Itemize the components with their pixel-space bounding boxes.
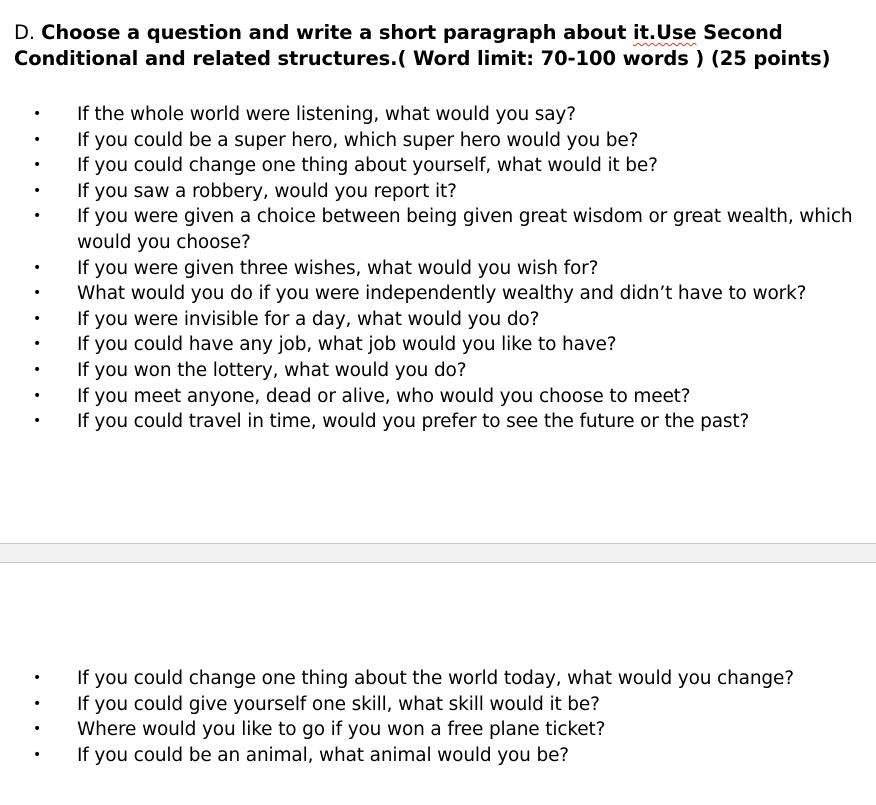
question-text: If you could change one thing about yourself, what would it be? [77, 155, 658, 177]
question-text: If you won the lottery, what would you do? [77, 359, 467, 381]
question-item [0, 717, 876, 743]
question-text: If you could have any job, what job would you like to have? [77, 334, 617, 356]
question-text: If you meet anyone, dead or alive, who would you choose to meet? [77, 385, 691, 407]
question-item [0, 384, 876, 410]
bullet-icon: • [33, 336, 42, 353]
question-list-bottom [0, 666, 876, 768]
bullet-icon: • [33, 361, 42, 378]
heading-instruction-part2: Second Conditional and related structures.( Word limit: 70-100 words ) (25 points) [14, 21, 831, 70]
bullet-icon: • [33, 285, 42, 302]
bullet-icon: • [33, 259, 42, 276]
question-item [0, 307, 876, 333]
bullet-icon: • [33, 310, 42, 327]
question-item [0, 743, 876, 769]
bullet-icon: • [33, 106, 42, 122]
question-text: If you could give yourself one skill, what skill would it be? [77, 693, 600, 715]
question-item [0, 179, 876, 205]
bullet-icon: • [33, 413, 42, 430]
bullet-icon: • [33, 695, 42, 712]
question-item [0, 256, 876, 282]
bullet-icon: • [33, 157, 42, 174]
question-text: What would you do if you were independently wealthy and didn’t have to work? [77, 283, 807, 305]
bullet-icon: • [33, 131, 42, 148]
question-item [0, 153, 876, 179]
question-list-top [0, 102, 876, 435]
question-text: If you could travel in time, would you prefer to see the future or the past? [77, 411, 750, 433]
question-text: If the whole world were listening, what would you say? [77, 104, 576, 125]
page-separator-band [0, 543, 876, 563]
bullet-icon: • [33, 387, 42, 404]
question-item [0, 358, 876, 384]
heading-spellcheck-word: it.Use [633, 21, 697, 44]
question-item [0, 692, 876, 718]
bullet-icon: • [33, 746, 42, 763]
question-item [0, 332, 876, 358]
question-item [0, 281, 876, 307]
question-text: If you could change one thing about the world today, what would you change? [77, 668, 794, 689]
heading-instruction-part1: Choose a question and write a short paragraph about [41, 21, 633, 44]
question-text: If you could be an animal, what animal would you be? [77, 744, 569, 766]
bullet-icon: • [33, 721, 42, 738]
question-text: If you saw a robbery, would you report it? [77, 180, 457, 202]
question-item [0, 128, 876, 154]
bullet-icon: • [33, 182, 42, 199]
bullet-icon: • [33, 670, 42, 686]
heading-prefix: D. [14, 21, 42, 44]
question-text: If you were given three wishes, what would you wish for? [77, 257, 599, 279]
question-text: If you were given a choice between being given great wisdom or great wealth, which would you choose? [77, 206, 853, 253]
question-heading [14, 20, 864, 72]
question-text: If you could be a super hero, which super hero would you be? [77, 129, 639, 151]
question-item [0, 666, 876, 692]
question-text: If you were invisible for a day, what would you do? [77, 308, 540, 330]
question-item [0, 102, 876, 128]
question-item [0, 409, 876, 435]
question-text: Where would you like to go if you won a free plane ticket? [77, 719, 606, 741]
bullet-icon: • [33, 208, 42, 225]
question-item [0, 204, 876, 255]
